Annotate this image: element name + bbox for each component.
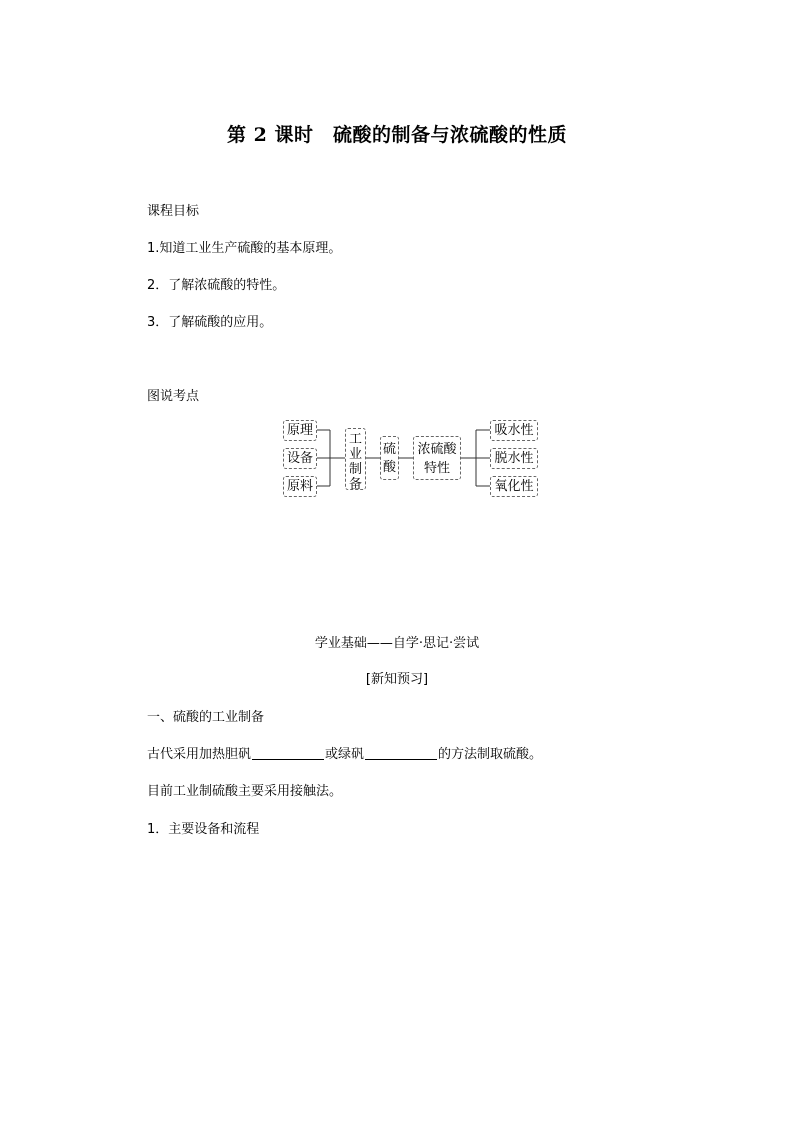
contact-method-sentence: 目前工业制硫酸主要采用接触法。: [147, 784, 343, 799]
map-char: 酸: [382, 460, 396, 475]
goal-item: 1.知道工业生产硫酸的基本原理。: [147, 241, 342, 256]
map-node-acid: [380, 436, 399, 480]
part1-title: 一、硫酸的工业制备: [147, 710, 265, 725]
map-char: 备: [348, 477, 362, 492]
map-node-equipment: 设备: [283, 448, 317, 469]
sentence-part: 的方法制取硫酸。: [438, 747, 543, 762]
goal-item: 2．了解浓硫酸的特性。: [147, 278, 286, 293]
fill-in-sentence: [147, 743, 542, 762]
map-char: 工: [348, 432, 362, 447]
goal-item: 3．了解硫酸的应用。: [147, 315, 273, 330]
map-node-material: 原料: [283, 476, 317, 497]
sentence-part: 古代采用加热胆矾: [147, 747, 252, 762]
map-node-oxidation: 氧化性: [490, 476, 538, 497]
section-subheading: [新知预习]: [365, 672, 429, 687]
map-node-dehydration: 脱水性: [490, 448, 538, 469]
map-char: 硫: [382, 442, 396, 457]
goals-heading: 课程目标: [147, 204, 200, 219]
map-node-principle: 原理: [283, 420, 317, 441]
map-node-industrial: [345, 428, 366, 490]
concept-map-heading: 图说考点: [147, 389, 200, 404]
map-node-property: [413, 436, 461, 480]
map-node-water-absorption: 吸水性: [490, 420, 538, 441]
item-equipment-process: 1．主要设备和流程: [147, 822, 260, 837]
sentence-part: 或绿矾: [325, 747, 365, 762]
map-char: 业: [348, 447, 362, 462]
answer-blank: [365, 747, 437, 760]
section-heading: 学业基础——自学·思记·尝试: [314, 636, 480, 651]
answer-blank: [252, 747, 324, 760]
map-property-line2: 特性: [423, 461, 450, 476]
map-property-line1: 浓硫酸: [417, 442, 457, 457]
page-title: 第 2 课时 硫酸的制备与浓硫酸的性质: [227, 124, 567, 146]
map-char: 制: [348, 462, 362, 477]
